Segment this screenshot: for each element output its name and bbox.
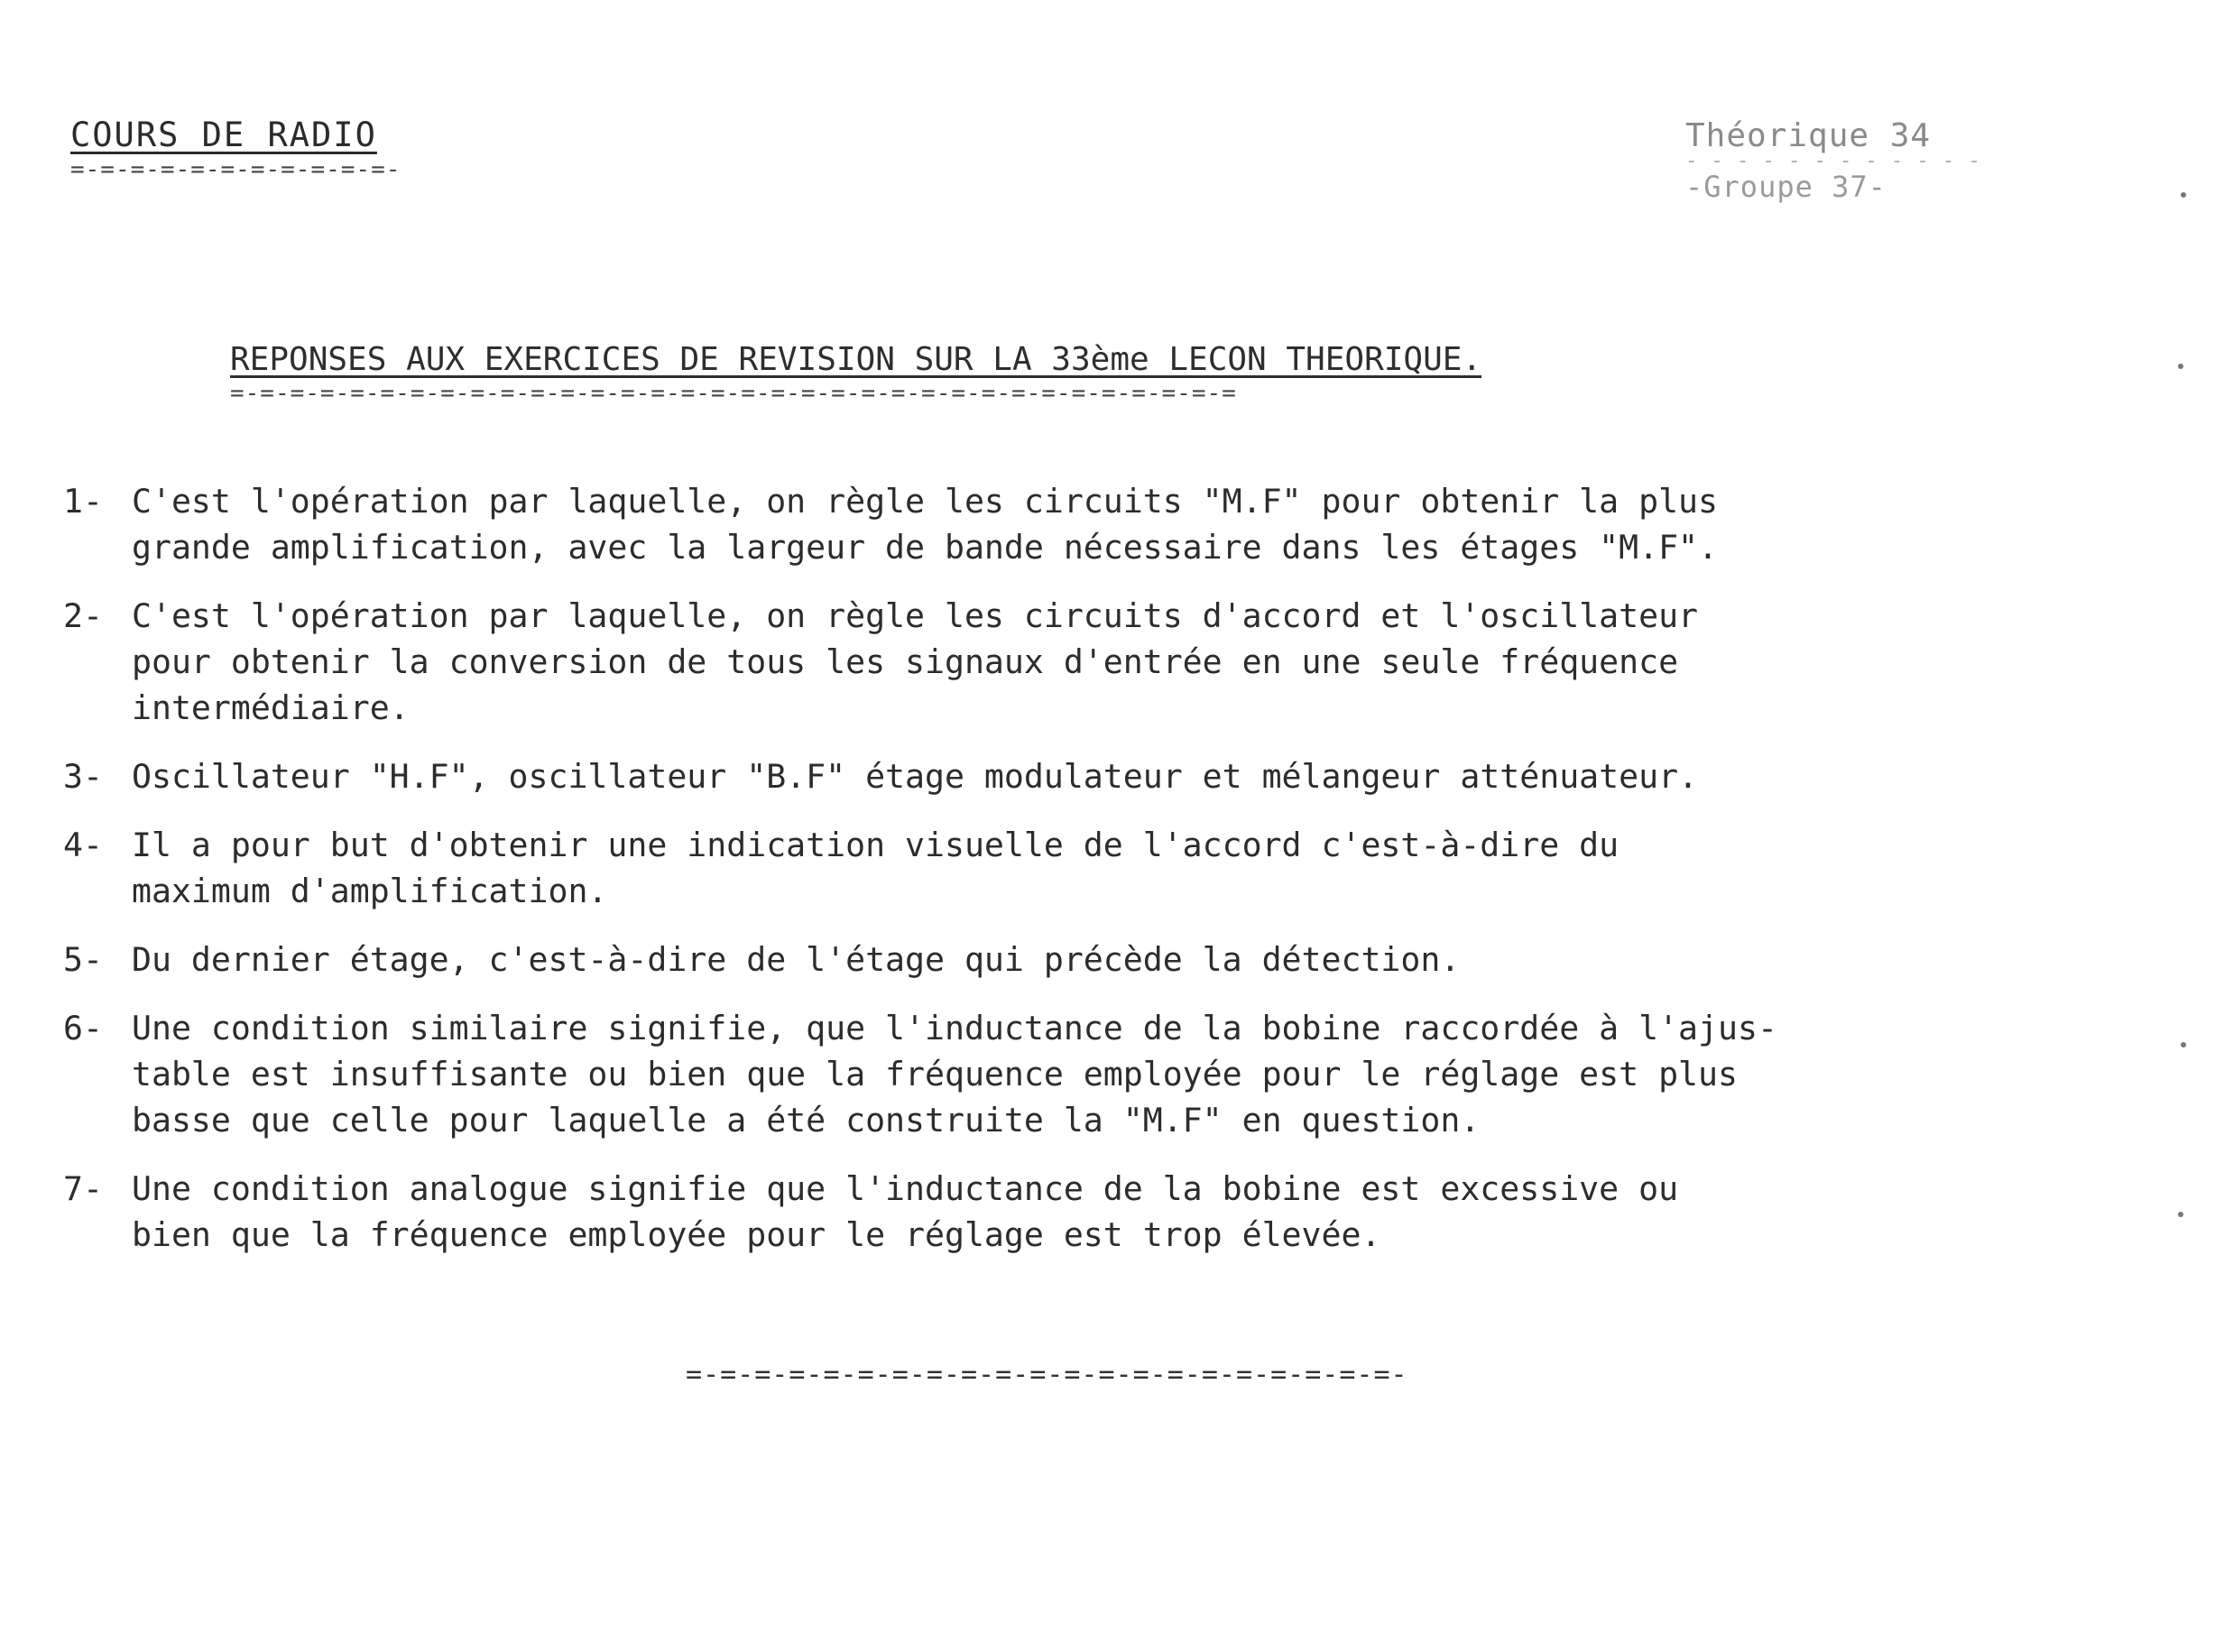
course-title-rule: =-=-=-=-=-=-=-=-=-=-=- <box>70 156 401 183</box>
lesson-reference <box>1685 117 1981 204</box>
section-heading-text: REPONSES AUX EXERCICES DE REVISION SUR LA 33ème LECON THEORIQUE. <box>230 341 1482 378</box>
answer-item <box>63 1166 2066 1258</box>
answer-text: Une condition analogue signifie que l'inductance de la bobine est excessive ou bien que la fréquence employée pour le réglage est trop élevée. <box>132 1169 1679 1254</box>
answer-number: 2- <box>63 596 103 635</box>
answer-text: Oscillateur "H.F", oscillateur "B.F" étage modulateur et mélangeur atténuateur. <box>132 757 1699 796</box>
answer-text: C'est l'opération par laquelle, on règle les circuits d'accord et l'oscillateur pour obtenir la conversion de tous les signaux d'entrée en une seule fréquence intermédiaire. <box>132 596 1699 727</box>
answer-number: 1- <box>63 482 103 521</box>
section-heading-rule: =-=-=-=-=-=-=-=-=-=-=-=-=-=-=-=-=-=-=-=-=-=-=-=-=-=-=-=-=-=-=-=-=-= <box>230 380 1237 407</box>
answer-item <box>63 937 2066 983</box>
course-title: COURS DE RADIO <box>70 115 377 154</box>
answer-number: 6- <box>63 1009 103 1047</box>
answer-text: C'est l'opération par laquelle, on règle les circuits "M.F" pour obtenir la plus grande amplification, avec la largeur de bande nécessaire dans les étages "M.F". <box>132 482 1718 567</box>
answer-item <box>63 1005 2066 1143</box>
answer-number: 7- <box>63 1169 103 1208</box>
margin-speck <box>2178 1212 2183 1217</box>
footer-rule: =-=-=-=-=-=-=-=-=-=-=-=-=-=-=-=-=-=-=-=-=- <box>686 1359 1408 1390</box>
answer-item <box>63 593 2066 731</box>
answer-number: 3- <box>63 757 103 796</box>
answer-text: Une condition similaire signifie, que l'inductance de la bobine raccordée à l'ajus- table est insuffisante ou bien que la fréquence employée pour le réglage est plus basse que celle pour laquelle a été construite la "M.F" en question. <box>132 1009 1777 1140</box>
answer-item <box>63 822 2066 914</box>
answer-item <box>63 753 2066 799</box>
answer-text: Du dernier étage, c'est-à-dire de l'étage qui précède la détection. <box>132 940 1461 979</box>
answer-number: 4- <box>63 826 103 864</box>
lesson-number: Théorique 34 <box>1685 117 1932 154</box>
group-number: -Groupe 37- <box>1685 170 1887 205</box>
section-heading <box>230 341 1481 405</box>
margin-speck <box>2181 1042 2186 1047</box>
answer-text: Il a pour but d'obtenir une indication visuelle de l'accord c'est-à-dire du maximum d'amplification. <box>132 826 1620 910</box>
course-header <box>70 115 401 181</box>
answer-item <box>63 478 2066 570</box>
lesson-number-rule: - - - - - - - - - - - - <box>1685 150 1981 172</box>
margin-speck <box>2181 192 2186 198</box>
margin-speck <box>2178 364 2183 369</box>
answers-list <box>63 478 2066 1280</box>
answer-number: 5- <box>63 940 103 979</box>
